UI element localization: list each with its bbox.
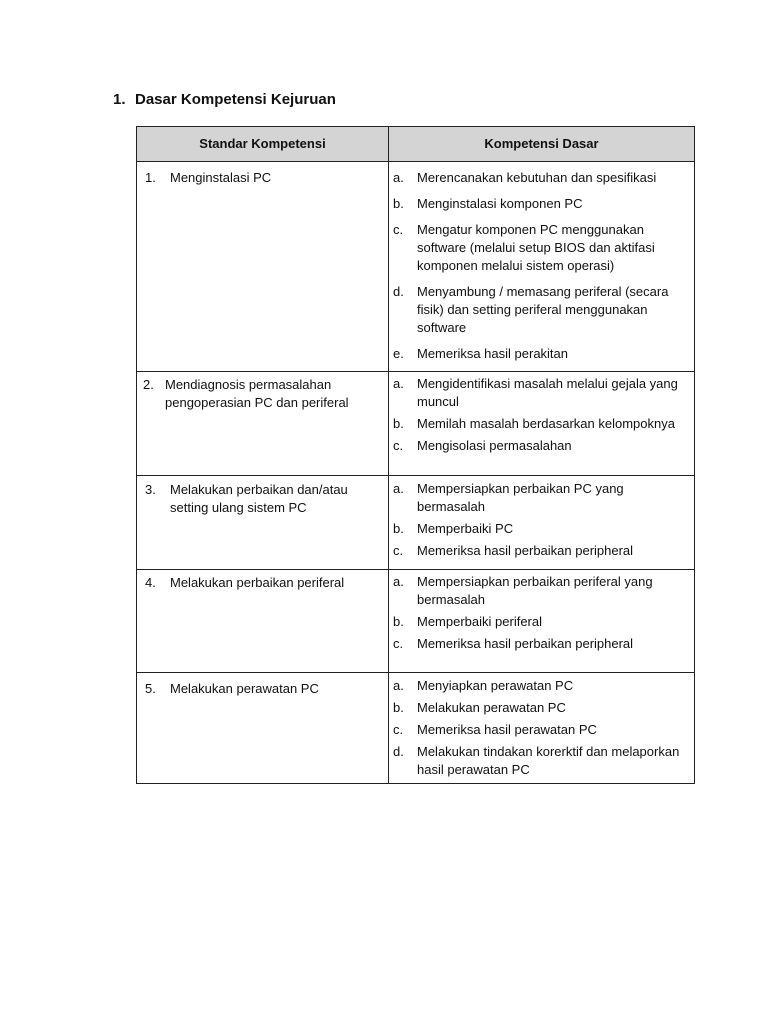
table-row: [137, 372, 695, 476]
item-letter: a.: [393, 170, 404, 185]
list-item: [393, 743, 688, 779]
list-item: [393, 221, 688, 275]
item-letter: a.: [393, 376, 404, 391]
standard-cell: [137, 162, 389, 372]
item-letter: e.: [393, 346, 404, 361]
item-text: Memeriksa hasil perakitan: [417, 346, 569, 361]
list-item: [393, 415, 688, 433]
table-row: [137, 673, 695, 784]
standard-number: 4.: [145, 575, 156, 590]
item-letter: b.: [393, 700, 404, 715]
standard-number: 3.: [145, 482, 156, 497]
section-title: Dasar Kompetensi Kejuruan: [135, 91, 336, 108]
list-item: [393, 613, 688, 631]
item-text: Mengisolasi permasalahan: [417, 438, 572, 453]
competency-list: [389, 476, 694, 560]
item-text: Mengidentifikasi masalah melalui gejala yang muncul: [417, 376, 678, 409]
competency-list: [389, 570, 694, 653]
item-letter: a.: [393, 574, 404, 589]
list-item: [393, 635, 688, 653]
item-letter: c.: [393, 222, 404, 237]
table-row: [137, 476, 695, 570]
list-item: [393, 677, 688, 695]
item-text: Memilah masalah berdasarkan kelompoknya: [417, 416, 675, 431]
item-letter: b.: [393, 196, 404, 211]
table-row: [137, 162, 695, 372]
standard-number: 1.: [145, 170, 156, 185]
item-text: Memeriksa hasil perbaikan peripheral: [417, 636, 634, 651]
standard-cell: [137, 476, 389, 570]
list-item: [393, 169, 688, 187]
item-text: Mengatur komponen PC menggunakan software (melalui setup BIOS dan aktifasi komponen melalui sistem operasi): [417, 222, 655, 273]
list-item: [393, 480, 688, 516]
competency-cell: [389, 673, 695, 784]
list-item: [393, 195, 688, 213]
competency-cell: [389, 570, 695, 673]
item-letter: c.: [393, 543, 404, 558]
item-text: Memeriksa hasil perbaikan peripheral: [417, 543, 634, 558]
list-item: [393, 345, 688, 363]
item-text: Menginstalasi komponen PC: [417, 196, 583, 211]
item-text: Memperbaiki PC: [417, 521, 514, 536]
competency-cell: [389, 476, 695, 570]
item-letter: c.: [393, 438, 404, 453]
standard-cell: [137, 673, 389, 784]
table-header-row: [137, 127, 695, 162]
section-number: 1.: [113, 91, 126, 108]
standard-text: Melakukan perbaikan periferal: [170, 575, 345, 590]
item-letter: b.: [393, 416, 404, 431]
competency-list: [389, 162, 694, 363]
item-letter: a.: [393, 481, 404, 496]
list-item: [393, 437, 688, 455]
item-text: Melakukan perawatan PC: [417, 700, 566, 715]
list-item: [393, 573, 688, 609]
section-heading: [113, 91, 336, 108]
standard-cell: [137, 570, 389, 673]
header-standar-kompetensi: Standar Kompetensi: [137, 127, 389, 162]
competency-cell: [389, 162, 695, 372]
item-letter: b.: [393, 521, 404, 536]
item-text: Melakukan tindakan korerktif dan melaporkan hasil perawatan PC: [417, 744, 680, 777]
item-letter: a.: [393, 678, 404, 693]
item-letter: c.: [393, 636, 404, 651]
standard-number: 2.: [143, 377, 154, 392]
list-item: [393, 542, 688, 560]
standard-text: Melakukan perawatan PC: [170, 681, 319, 696]
standard-text: Melakukan perbaikan dan/atau setting ulang sistem PC: [170, 482, 348, 515]
header-kompetensi-dasar: Kompetensi Dasar: [389, 127, 695, 162]
standard-cell: [137, 372, 389, 476]
competency-list: [389, 673, 694, 779]
item-text: Memperbaiki periferal: [417, 614, 542, 629]
standard-text: Menginstalasi PC: [170, 170, 272, 185]
item-letter: c.: [393, 722, 404, 737]
item-text: Menyiapkan perawatan PC: [417, 678, 574, 693]
list-item: [393, 721, 688, 739]
item-text: Mempersiapkan perbaikan PC yang bermasalah: [417, 481, 624, 514]
item-letter: d.: [393, 284, 404, 299]
item-letter: b.: [393, 614, 404, 629]
list-item: [393, 699, 688, 717]
item-text: Memeriksa hasil perawatan PC: [417, 722, 597, 737]
table-row: [137, 570, 695, 673]
list-item: [393, 283, 688, 337]
item-text: Merencanakan kebutuhan dan spesifikasi: [417, 170, 657, 185]
competency-list: [389, 372, 694, 455]
standard-number: 5.: [145, 681, 156, 696]
standard-text: Mendiagnosis permasalahan pengoperasian PC dan periferal: [165, 377, 349, 410]
item-text: Menyambung / memasang periferal (secara fisik) dan setting periferal menggunakan software: [417, 284, 669, 335]
competency-table: [136, 126, 695, 784]
item-text: Mempersiapkan perbaikan periferal yang bermasalah: [417, 574, 653, 607]
competency-cell: [389, 372, 695, 476]
list-item: [393, 375, 688, 411]
list-item: [393, 520, 688, 538]
item-letter: d.: [393, 744, 404, 759]
